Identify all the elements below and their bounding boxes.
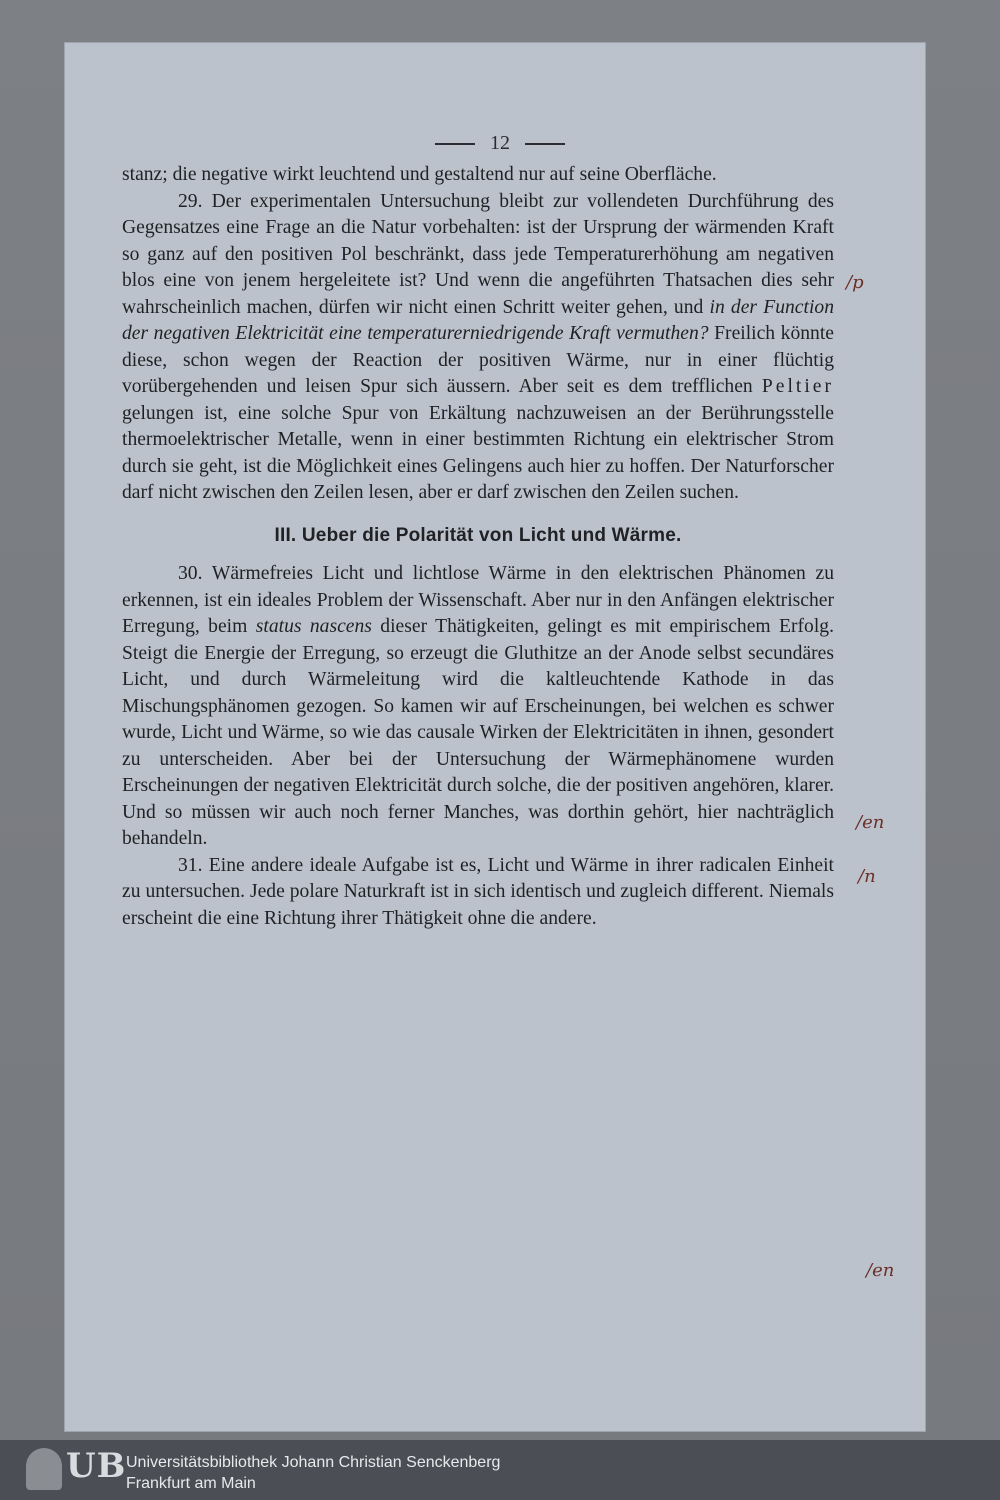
ub-logo-text: UB <box>66 1446 127 1486</box>
margin-note-1: /p <box>846 272 864 293</box>
margin-note-2: /en <box>856 812 885 833</box>
page-number: 12 <box>490 132 510 154</box>
para30-italic: status nascens <box>255 616 372 637</box>
para29-text-a: 29. Der experimentalen Untersuchung bleibt zur vollendeten Durchführung des Gegensatzes eine Frage an die Natur vorbehalten: ist der Ursprung der wärmenden Kraft so ganz auf den positiven Pol beschränkt, dass jede Temperaturerhöhung am negativen blos eine von jenem hergeleitete ist? Und wenn die angeführten Thatsachen dies sehr wahrscheinlich machen, dürfen wir nicht einen Schritt weiter gehen, und <box>122 190 834 318</box>
paragraph-31: 31. Eine andere ideale Aufgabe ist es, Licht und Wärme in ihrer radicalen Einheit zu untersuchen. Jede polare Naturkraft ist in sich identisch und zugleich different. Niemals erscheint die eine Richtung ihrer Thätigkeit ohne die andere. <box>122 854 834 929</box>
footer-institution <box>126 1452 500 1494</box>
page-header <box>0 132 1000 155</box>
portrait-bust-icon <box>26 1448 62 1490</box>
para29-italic: in der Function der negativen Elektricität eine temperaturerniedrigende Kraft vermuthen? <box>122 296 834 344</box>
paragraph-continuation: stanz; die negative wirkt leuchtend und gestaltend nur auf seine Oberfläche. <box>122 164 717 185</box>
para30-text-b: dieser Thätigkeiten, gelingt es mit empirischem Erfolg. Steigt die Energie der Erregung, so erzeugt die Gluthitze an der Anode selbst secundäres Licht, und durch Wärmeleitung wird die kaltleuchtende Kathode in das Mischungsphänomen gezogen. So kamen wir auf Erscheinungen, bei welchen es schwer wurde, Licht und Wärme, so wie das causale Wirken der Elektricitäten in ihnen, gesondert zu unterscheiden. Aber bei der Untersuchung der Wärmephänomene wurden Erscheinungen der negativen Elektricität durch solche, die der positiven angehören, klarer. Und so müssen wir auch noch ferner Manches, was dorthin gehört, hier nachträglich behandeln. <box>122 616 834 849</box>
para29-text-b: Freilich könnte diese, schon wegen der Reaction der positiven Wärme, nur in einer flüchtig vorübergehenden und leisen Spur sich äussern. Aber seit es dem trefflichen <box>122 323 834 397</box>
section-heading: III. Ueber die Polarität von Licht und Wärme. <box>274 524 682 546</box>
para30-text-a: 30. Wärmefreies Licht und lichtlose Wärme in den elektrischen Phänomen zu erkennen, ist ein ideales Problem der Wissenschaft. Aber nur in den Anfängen elektrischer Erregung, beim <box>122 563 834 637</box>
header-ornament-right <box>525 143 565 145</box>
para29-spaced-name: Peltier <box>761 376 834 397</box>
paragraph-29 <box>122 189 834 507</box>
margin-note-4: /en <box>866 1260 895 1281</box>
library-logo <box>26 1446 127 1492</box>
paragraph-30 <box>122 561 834 853</box>
margin-note-3: /n <box>858 866 876 887</box>
footer-line-1: Universitätsbibliothek Johann Christian Senckenberg <box>126 1454 501 1471</box>
footer-line-2: Frankfurt am Main <box>126 1475 256 1492</box>
body-text <box>122 162 834 932</box>
para29-text-c: gelungen ist, eine solche Spur von Erkältung nachzuweisen an der Berührungsstelle thermoelektrischer Metalle, wenn in einer bestimmten Richtung ein elektrischer Strom durch sie geht, ist die Möglichkeit eines Gelingens auch hier zu hoffen. Der Naturforscher darf nicht zwischen den Zeilen lesen, aber er darf zwischen den Zeilen suchen. <box>122 402 834 503</box>
header-ornament-left <box>435 143 475 145</box>
